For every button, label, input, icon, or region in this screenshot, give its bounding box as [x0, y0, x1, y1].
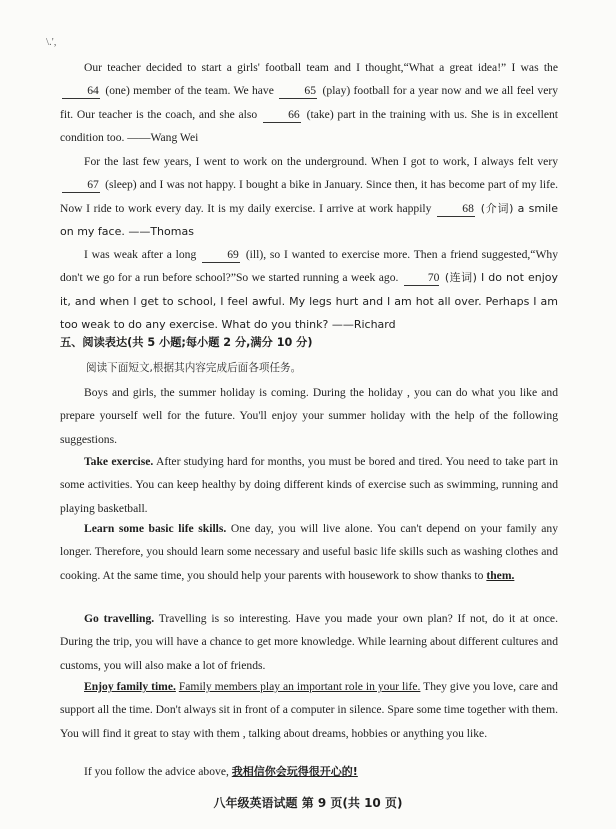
exercise-body: After studying hard for months, you must be bored and tired. You need to take part in some activities. You can keep healthy by doing different kinds of exercise such as swimming, running and playing basketball.: [60, 455, 559, 515]
blank-65: 65: [279, 84, 317, 99]
instruction: 阅读下面短文,根据其内容完成后面各项任务。: [86, 362, 302, 374]
family-underlined-sentence: Family members play an important role in your life.: [178, 680, 421, 693]
p1-text-a: Our teacher decided to start a girls' football team and I thought,“What a great idea!” I was the: [84, 61, 558, 74]
skills-heading: Learn some basic life skills.: [84, 522, 227, 535]
blank-67: 67: [62, 178, 100, 193]
passage-intro: Boys and girls, the summer holiday is coming. During the holiday , you can do what you like and prepare yourself well for the future. You'll enjoy your summer holiday with the help of the following suggestions.: [60, 386, 558, 446]
p3-text-a: I was weak after a long: [84, 248, 197, 261]
blank-68: 68: [437, 202, 475, 217]
family-body: They give you love, care and support all the time. Don't always sit in front of a computer in silence. Spare some time together with them. You will find it great to stay with them , talking about dreams, hobbies or anything you like.: [60, 680, 558, 740]
closing-line: [60, 760, 558, 783]
word-them: them.: [486, 568, 515, 582]
scan-mark: \.',: [46, 36, 57, 48]
passage-travel: [60, 607, 558, 677]
family-heading: Enjoy family time.: [84, 680, 176, 693]
p2-text-d: (介词) a smile on my face. ——Thomas: [60, 201, 558, 239]
section-title: 五、阅读表达(共 5 小题;每小题 2 分,满分 10 分): [60, 336, 313, 349]
p3-text-c: (ill), so I wanted to exercise more. Then a friend suggested,“Why don't we go for a run before school?”So we started running a week ago.: [60, 248, 558, 285]
p3-text-d: (连词) I do not enjoy it, and when I get to school, I feel awful. My legs hurt and I am hot all over. Perhaps I am too weak to do any exercise. What do you think? ——Richard: [60, 271, 558, 332]
paragraph-richard: [60, 243, 558, 337]
blank-69: 69: [202, 248, 240, 263]
p1-text-e: (take) part in the training with us. She is in excellent condition too. ——Wang Wei: [60, 107, 558, 145]
passage-exercise: [60, 450, 558, 520]
passage-skills: [60, 517, 558, 587]
blank-64: 64: [62, 84, 100, 99]
skills-body: One day, you will live alone. You can't depend on your family any longer. Therefore, you should learn some necessary and useful basic life skills such as washing clothes and cooking. At the same time, you should help your parents with housework to show thanks to: [60, 522, 558, 582]
page-footer: 八年级英语试题 第 9 页(共 10 页): [213, 796, 403, 810]
paragraph-thomas: [60, 150, 558, 244]
p1-text-c: (one) member of the team. We have: [105, 84, 274, 98]
paragraph-wang-wei: [60, 56, 558, 150]
p1-text-d: (play) football for a year now and we all feel very fit. Our teacher is the coach, and she also: [60, 84, 558, 121]
passage-family: [60, 675, 558, 745]
p2-text-a: For the last few years, I went to work on the underground. When I got to work, I always felt very: [84, 155, 558, 168]
closing-text: If you follow the advice above,: [84, 765, 229, 778]
travel-heading: Go travelling.: [84, 612, 155, 625]
travel-body: Travelling is so interesting. Have you made your own plan? If not, do it at once. During the trip, you will have a chance to get more knowledge. While learning about different cultures and customs, you will also make a lot of friends.: [60, 612, 558, 672]
blank-70: 70: [404, 271, 440, 286]
closing-chinese: 我相信你会玩得很开心的!: [231, 765, 358, 778]
p2-text-c: (sleep) and I was not happy. I bought a bike in January. Since then, it has become part of my life. Now I ride to work every day. It is my daily exercise. I arrive at work happily: [60, 178, 559, 215]
exercise-heading: Take exercise.: [84, 455, 154, 468]
blank-66: 66: [263, 108, 301, 123]
